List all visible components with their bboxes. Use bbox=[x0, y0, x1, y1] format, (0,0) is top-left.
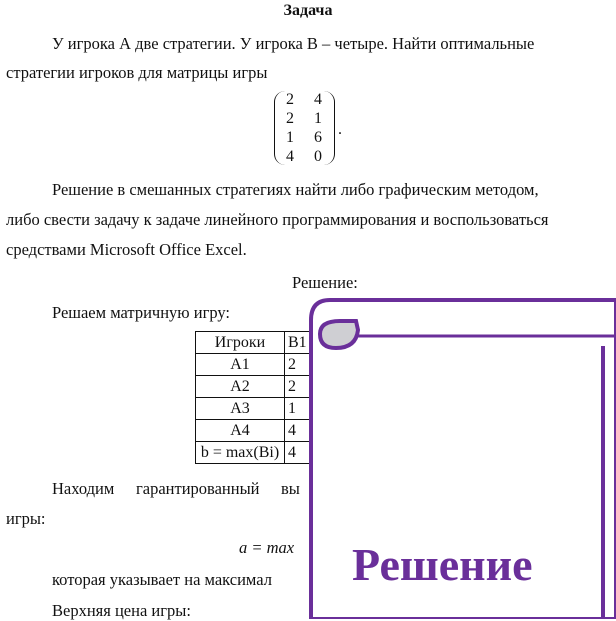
solution-heading: Решение: bbox=[292, 273, 358, 292]
table-cell: 4 bbox=[285, 442, 310, 464]
paragraph-1-line-1: У игрока А две стратегии. У игрока В – четыре. Найти оптимальные bbox=[52, 34, 535, 53]
matrix-cell: 1 bbox=[314, 110, 322, 127]
table-cell: 2 bbox=[285, 354, 310, 376]
solve-intro: Решаем матричную игру: bbox=[52, 303, 230, 322]
paragraph-3-word-3: вы bbox=[281, 479, 300, 498]
matrix-cell: 0 bbox=[314, 148, 322, 165]
table-cell: A1 bbox=[196, 354, 285, 376]
matrix-cell: 1 bbox=[286, 129, 294, 146]
paragraph-5: Верхняя цена игры: bbox=[52, 601, 191, 620]
table-cell: b = max(Bi) bbox=[196, 442, 285, 464]
table-cell: 2 bbox=[285, 376, 310, 398]
table-cell: A4 bbox=[196, 420, 285, 442]
scroll-curl bbox=[320, 321, 358, 348]
matrix-cell: 6 bbox=[314, 129, 322, 146]
table-cell: 1 bbox=[285, 398, 310, 420]
matrix-cell: 2 bbox=[286, 110, 294, 127]
table-cell: A3 bbox=[196, 398, 285, 420]
matrix-cell: 4 bbox=[314, 91, 322, 108]
paragraph-3-word-2: гарантированный bbox=[136, 479, 260, 498]
table-cell: A2 bbox=[196, 376, 285, 398]
table-header-cell: B1 bbox=[285, 332, 310, 354]
paragraph-2-line-3: средствами Microsoft Office Excel. bbox=[6, 240, 247, 259]
paragraph-3-word-1: Находим bbox=[52, 479, 115, 498]
matrix-cell: 2 bbox=[286, 91, 294, 108]
task-title: Задача bbox=[283, 2, 333, 19]
matrix-period: . bbox=[338, 121, 342, 138]
paragraph-3-line-2: игры: bbox=[6, 509, 46, 528]
overlay-title: Решение bbox=[352, 539, 533, 590]
paragraph-2-line-1: Решение в смешанных стратегиях найти либо графическим методом, bbox=[52, 180, 539, 199]
paragraph-1-line-2: стратегии игроков для матрицы игры bbox=[6, 63, 268, 82]
paragraph-2-line-2: либо свести задачу к задаче линейного программирования и воспользоваться bbox=[6, 210, 549, 229]
paragraph-4: которая указывает на максимал bbox=[52, 570, 272, 589]
formula: a = max bbox=[239, 538, 295, 557]
table-cell: 4 bbox=[285, 420, 310, 442]
matrix-cell: 4 bbox=[286, 148, 294, 165]
table-header-cell: Игроки bbox=[196, 332, 285, 354]
